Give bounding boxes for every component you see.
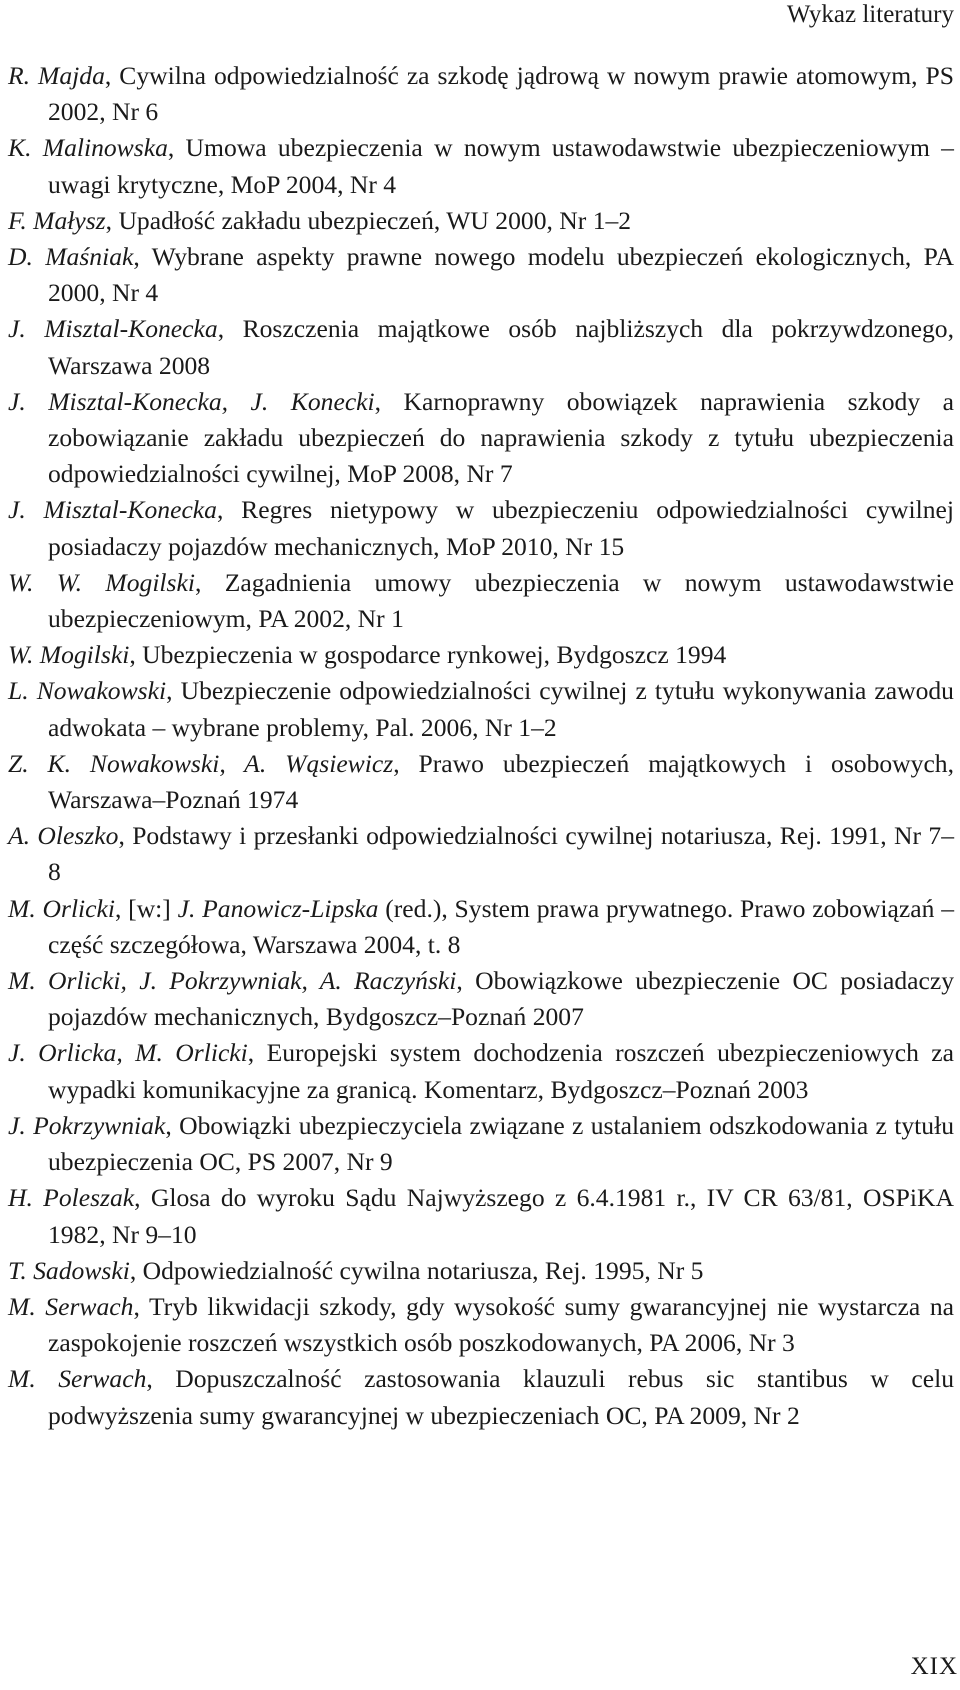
bibliography-entry: [8, 1289, 954, 1361]
entry-author: J. Misztal-Konecka, J. Konecki: [8, 386, 375, 416]
entry-title: , Regres nietypowy w ubezpieczeniu odpowiedzialności cywilnej posiadaczy pojazdów mechanicznych, MoP 2010, Nr 15: [48, 495, 954, 561]
entry-author: K. Malinowska: [8, 133, 168, 163]
page-number: XIX: [910, 1653, 958, 1680]
entry-author: M. Serwach: [8, 1291, 134, 1321]
entry-title: , Europejski system dochodzenia roszczeń ubezpieczeniowych za wypadki komunikacyjne za granicą. Komentarz, Bydgoszcz–Poznań 2003: [48, 1038, 955, 1104]
bibliography-entry: [8, 492, 954, 564]
entry-author: L. Nowakowski: [8, 676, 167, 706]
entry-title: , Umowa ubezpieczenia w nowym ustawodawstwie ubezpieczeniowym – uwagi krytyczne, MoP 2004, Nr 4: [48, 133, 954, 199]
entry-title: , Podstawy i przesłanki odpowiedzialności cywilnej notariusza, Rej. 1991, Nr 7–8: [48, 821, 955, 887]
entry-title: , Wybrane aspekty prawne nowego modelu ubezpieczeń ekologicznych, PA 2000, Nr 4: [48, 242, 954, 308]
entry-title: , Prawo ubezpieczeń majątkowych i osobowych, Warszawa–Poznań 1974: [48, 748, 954, 815]
bibliography-entry: [8, 311, 954, 383]
entry-title: , Glosa do wyroku Sądu Najwyższego z 6.4.1981 r., IV CR 63/81, OSPiKA 1982, Nr 9–10: [48, 1183, 954, 1249]
bibliography-entry: [8, 637, 954, 673]
entry-author: F. Małysz: [8, 205, 106, 235]
entry-author: M. Orlicki, J. Pokrzywniak, A. Raczyński: [8, 966, 457, 996]
entry-author: W. W. Mogilski: [8, 567, 195, 597]
entry-title: , Odpowiedzialność cywilna notariusza, Rej. 1995, Nr 5: [129, 1255, 704, 1285]
entry-author: T. Sadowski: [8, 1255, 130, 1285]
entry-title: , Roszczenia majątkowe osób najbliższych dla pokrzywdzonego, Warszawa 2008: [48, 314, 954, 380]
entry-author: H. Poleszak: [8, 1183, 135, 1213]
entry-title: , Ubezpieczenia w gospodarce rynkowej, Bydgoszcz 1994: [129, 640, 727, 670]
entry-editor: J. Panowicz-Lipska: [177, 893, 379, 923]
entry-title: (red.), System prawa prywatnego. Prawo zobowiązań – część szczegółowa, Warszawa 2004, t. 8: [48, 893, 954, 959]
bibliography-entry: [8, 1361, 954, 1433]
bibliography-entry: [8, 891, 954, 963]
entry-author: M. Serwach: [8, 1364, 147, 1394]
entry-title: , Cywilna odpowiedzialność za szkodę jądrową w nowym prawie atomowym, PS 2002, Nr 6: [48, 61, 955, 127]
bibliography-entry: [8, 130, 954, 202]
entry-title: , Tryb likwidacji szkody, gdy wysokość sumy gwarancyjnej nie wystarcza na zaspokojenie roszczeń wszystkich osób poszkodowanych, PA 2006, Nr 3: [48, 1291, 954, 1358]
entry-title: , Obowiązki ubezpieczyciela związane z ustalaniem odszkodowania z tytułu ubezpieczenia OC, PS 2007, Nr 9: [48, 1110, 954, 1177]
entry-title: , Ubezpieczenie odpowiedzialności cywilnej z tytułu wykonywania zawodu adwokata – wybrane problemy, Pal. 2006, Nr 1–2: [48, 676, 954, 742]
entry-title: , Obowiązkowe ubezpieczenie OC posiadaczy pojazdów mechanicznych, Bydgoszcz–Poznań 2007: [48, 966, 954, 1032]
bibliography-entry: [8, 818, 954, 890]
bibliography-entry: [8, 1108, 954, 1180]
entry-author: J. Misztal-Konecka: [8, 314, 218, 344]
entry-author: J. Orlicka, M. Orlicki: [8, 1038, 248, 1068]
entry-author: Z. K. Nowakowski, A. Wąsiewicz: [8, 748, 394, 778]
bibliography-entry: [8, 963, 954, 1035]
entry-author: J. Misztal-Konecka: [8, 495, 217, 525]
bibliography-entry: [8, 384, 954, 493]
entry-author: M. Orlicki: [8, 893, 115, 923]
bibliography-entry: [8, 565, 954, 637]
bibliography-list: [8, 58, 954, 1434]
entry-title: , Upadłość zakładu ubezpieczeń, WU 2000, Nr 1–2: [105, 205, 632, 235]
running-head: Wykaz literatury: [786, 1, 954, 28]
entry-author: A. Oleszko: [8, 821, 119, 851]
bibliography-entry: [8, 239, 954, 311]
bibliography-entry: [8, 673, 954, 745]
bibliography-entry: [8, 746, 954, 818]
entry-title: , Karnoprawny obowiązek naprawienia szkody a zobowiązanie zakładu ubezpieczeń do naprawienia szkody z tytułu ubezpieczenia odpowiedzialności cywilnej, MoP 2008, Nr 7: [48, 386, 954, 489]
bibliography-entry: [8, 203, 954, 239]
bibliography-entry: [8, 58, 954, 130]
bibliography-entry: [8, 1253, 954, 1289]
bibliography-entry: [8, 1035, 954, 1107]
entry-title: , Dopuszczalność zastosowania klauzuli rebus sic stantibus w celu podwyższenia sumy gwarancyjnej w ubezpieczeniach OC, PA 2009, Nr 2: [48, 1364, 954, 1430]
entry-author: J. Pokrzywniak: [8, 1110, 166, 1140]
bibliography-entry: [8, 1180, 954, 1252]
entry-author: D. Maśniak: [8, 242, 134, 272]
entry-author: W. Mogilski: [8, 640, 130, 670]
entry-title: , Zagadnienia umowy ubezpieczenia w nowym ustawodawstwie ubezpieczeniowym, PA 2002, Nr 1: [48, 567, 954, 634]
entry-connector: , [w:]: [115, 893, 178, 923]
entry-author: R. Majda: [8, 61, 105, 90]
